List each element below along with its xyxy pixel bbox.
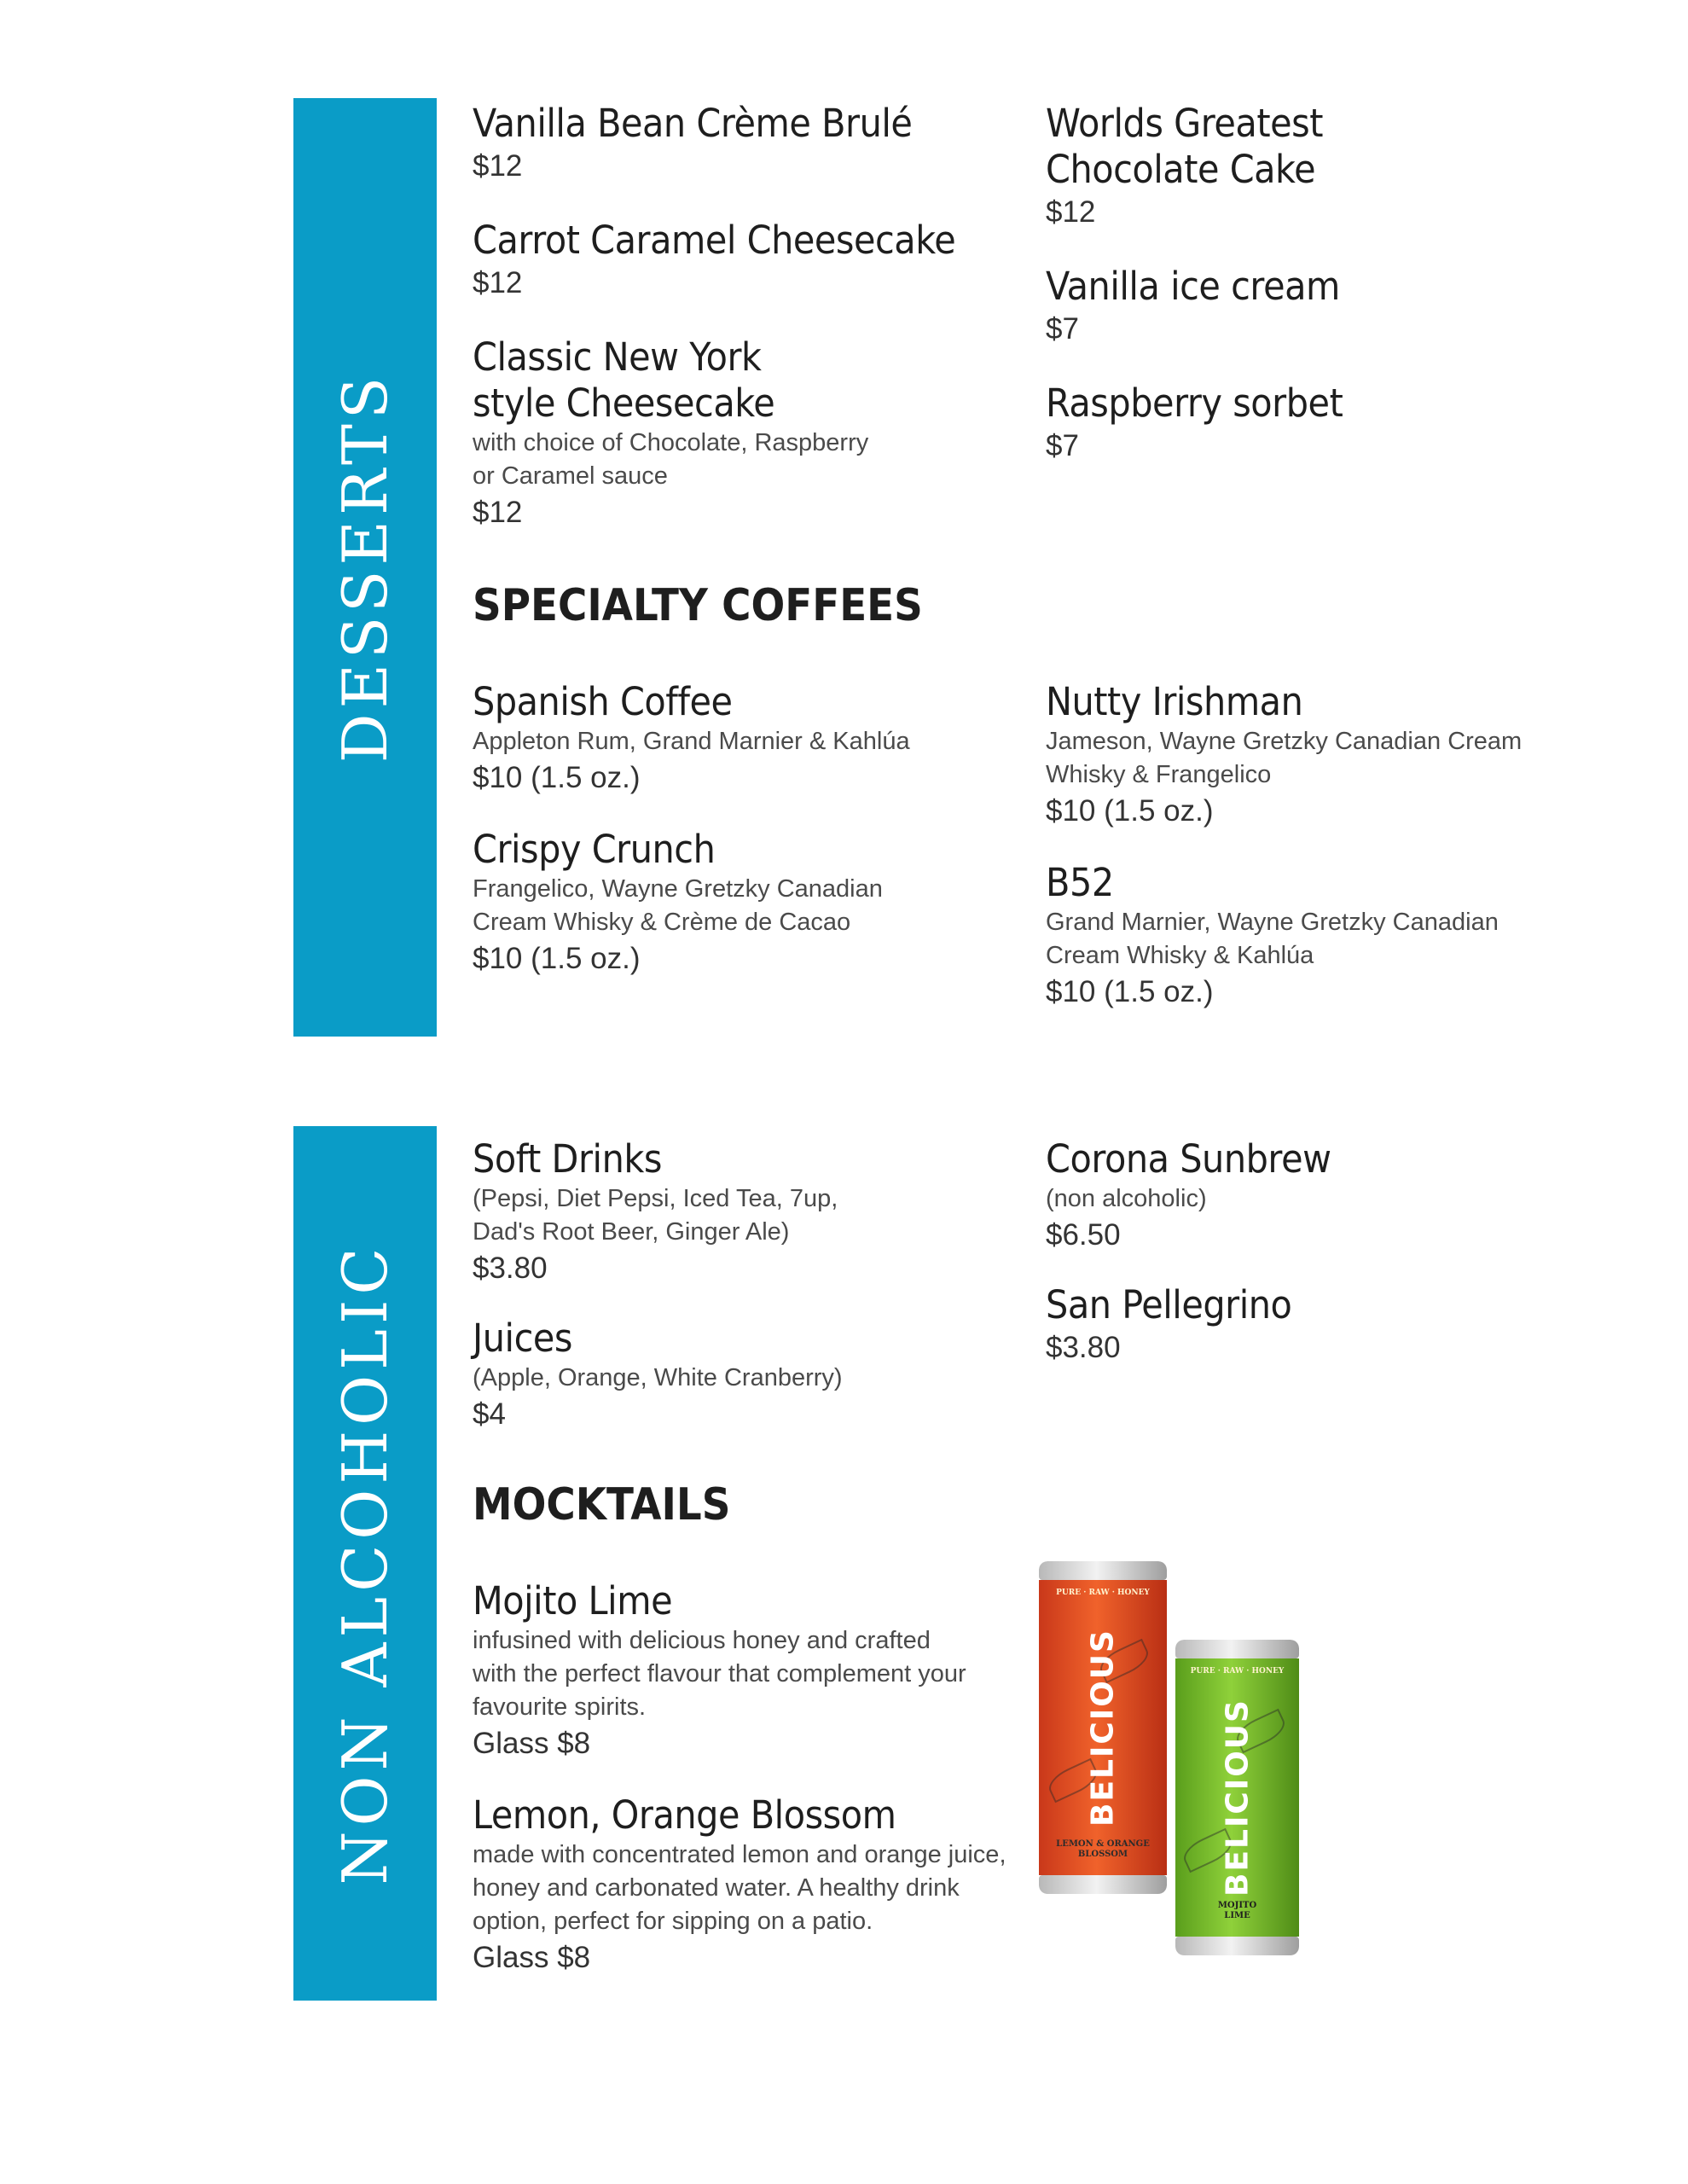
desserts-side-bar xyxy=(293,98,437,1037)
specialty-coffees-heading: SPECIALTY COFFEES xyxy=(473,580,923,631)
item-name: Chocolate Cake xyxy=(1046,147,1316,192)
item-price: $12 xyxy=(473,149,523,183)
can-brand-logo: BELICIOUS xyxy=(1085,1629,1121,1827)
item-price: $6.50 xyxy=(1046,1218,1121,1252)
menu-item xyxy=(1046,679,1592,831)
item-description: Grand Marnier, Wayne Gretzky Canadian xyxy=(1046,909,1499,936)
menu-item xyxy=(1046,380,1592,466)
menu-item xyxy=(1046,860,1592,1012)
menu-item xyxy=(473,1136,1018,1288)
nonalcoholic-side-bar xyxy=(293,1126,437,2001)
item-description: made with concentrated lemon and orange juice, xyxy=(473,1841,1006,1868)
mocktails-heading: MOCKTAILS xyxy=(473,1479,731,1531)
item-name: Lemon, Orange Blossom xyxy=(473,1792,896,1838)
mocktail-cans-image xyxy=(1032,1561,1314,1954)
item-description: option, perfect for sipping on a patio. xyxy=(473,1908,873,1935)
mojito-lime-can xyxy=(1175,1640,1299,1955)
can-rim xyxy=(1175,1937,1299,1955)
item-description: Cream Whisky & Kahlúa xyxy=(1046,942,1314,969)
item-name: Carrot Caramel Cheesecake xyxy=(473,218,956,263)
item-name: Worlds Greatest xyxy=(1046,101,1324,146)
menu-item xyxy=(473,334,1018,532)
item-description: honey and carbonated water. A healthy drink xyxy=(473,1874,960,1902)
item-name: Mojito Lime xyxy=(473,1578,673,1623)
item-description: Dad's Root Beer, Ginger Ale) xyxy=(473,1218,790,1246)
item-description: Appleton Rum, Grand Marnier & Kahlúa xyxy=(473,728,910,755)
item-name: Raspberry sorbet xyxy=(1046,380,1343,426)
menu-item xyxy=(473,827,1018,979)
item-price: $7 xyxy=(1046,429,1079,462)
desserts-section-title: DESSERTS xyxy=(329,371,401,764)
nonalcoholic-left-column xyxy=(473,1136,1018,1466)
can-flavor-line: MOJITO xyxy=(1217,1901,1257,1910)
item-description: Whisky & Frangelico xyxy=(1046,761,1272,788)
item-price: $10 (1.5 oz.) xyxy=(473,942,641,975)
can-rim xyxy=(1039,1875,1167,1894)
menu-item xyxy=(1046,1136,1592,1255)
can-tagline: PURE · RAW · HONEY xyxy=(1056,1589,1150,1597)
desserts-left-column xyxy=(473,101,1018,564)
item-name: Soft Drinks xyxy=(473,1136,662,1182)
item-name: Vanilla ice cream xyxy=(1046,264,1340,309)
item-price: $3.80 xyxy=(1046,1331,1121,1364)
item-description: with choice of Chocolate, Raspberry xyxy=(473,429,869,456)
item-price: $10 (1.5 oz.) xyxy=(473,761,641,794)
menu-item xyxy=(473,1578,1070,1763)
can-flavor-line: LEMON & ORANGE xyxy=(1056,1839,1150,1849)
item-description: Cream Whisky & Crème de Cacao xyxy=(473,909,851,936)
item-description: Frangelico, Wayne Gretzky Canadian xyxy=(473,875,883,903)
menu-item xyxy=(473,101,1018,186)
item-name: Spanish Coffee xyxy=(473,679,733,724)
menu-item xyxy=(473,1316,1018,1434)
item-price: $3.80 xyxy=(473,1252,548,1285)
item-description: (non alcoholic) xyxy=(1046,1185,1207,1212)
item-price: Glass $8 xyxy=(473,1727,591,1760)
menu-item xyxy=(1046,264,1592,349)
menu-item xyxy=(1046,1282,1592,1368)
item-description: favourite spirits. xyxy=(473,1693,647,1721)
item-name: Classic New York xyxy=(473,334,762,380)
item-price: $12 xyxy=(473,266,523,299)
item-price: $4 xyxy=(473,1397,506,1431)
menu-item xyxy=(473,679,1018,798)
can-flavor-label xyxy=(1175,1901,1299,1921)
nonalcoholic-right-column xyxy=(1046,1136,1592,1399)
item-name: Corona Sunbrew xyxy=(1046,1136,1331,1182)
coffees-right-column xyxy=(1046,679,1592,1043)
item-description: (Pepsi, Diet Pepsi, Iced Tea, 7up, xyxy=(473,1185,838,1212)
coffees-left-column xyxy=(473,679,1018,1010)
item-price: $12 xyxy=(473,496,523,529)
menu-item xyxy=(473,1792,1070,1978)
item-price: $10 (1.5 oz.) xyxy=(1046,975,1214,1008)
item-description: infusined with delicious honey and crafted xyxy=(473,1627,931,1654)
item-name: B52 xyxy=(1046,860,1114,905)
nonalcoholic-section-title: NON ALCOHOLIC xyxy=(329,1242,401,1885)
item-name: style Cheesecake xyxy=(473,380,775,426)
item-price: $7 xyxy=(1046,312,1079,346)
item-description: Jameson, Wayne Gretzky Canadian Cream xyxy=(1046,728,1523,755)
item-price: $10 (1.5 oz.) xyxy=(1046,794,1214,828)
can-brand-logo: BELICIOUS xyxy=(1220,1699,1255,1896)
item-description: (Apple, Orange, White Cranberry) xyxy=(473,1364,843,1391)
item-description: or Caramel sauce xyxy=(473,462,668,490)
item-name: Vanilla Bean Crème Brulé xyxy=(473,101,913,146)
item-price: $12 xyxy=(1046,195,1096,229)
lemon-orange-can xyxy=(1039,1561,1167,1894)
can-rim xyxy=(1175,1640,1299,1658)
can-tagline: PURE · RAW · HONEY xyxy=(1190,1667,1285,1676)
can-flavor-label xyxy=(1039,1839,1167,1860)
menu-item xyxy=(1046,101,1592,232)
item-name: San Pellegrino xyxy=(1046,1282,1292,1327)
desserts-right-column xyxy=(1046,101,1592,497)
item-name: Nutty Irishman xyxy=(1046,679,1303,724)
can-flavor-line: BLOSSOM xyxy=(1077,1850,1128,1859)
item-price: Glass $8 xyxy=(473,1941,591,1974)
can-rim xyxy=(1039,1561,1167,1580)
menu-item xyxy=(473,218,1018,303)
mocktails-column xyxy=(473,1578,1070,2009)
item-description: with the perfect flavour that complement your xyxy=(473,1660,966,1687)
can-flavor-line: LIME xyxy=(1224,1911,1250,1920)
item-name: Juices xyxy=(473,1316,572,1361)
item-name: Crispy Crunch xyxy=(473,827,716,872)
